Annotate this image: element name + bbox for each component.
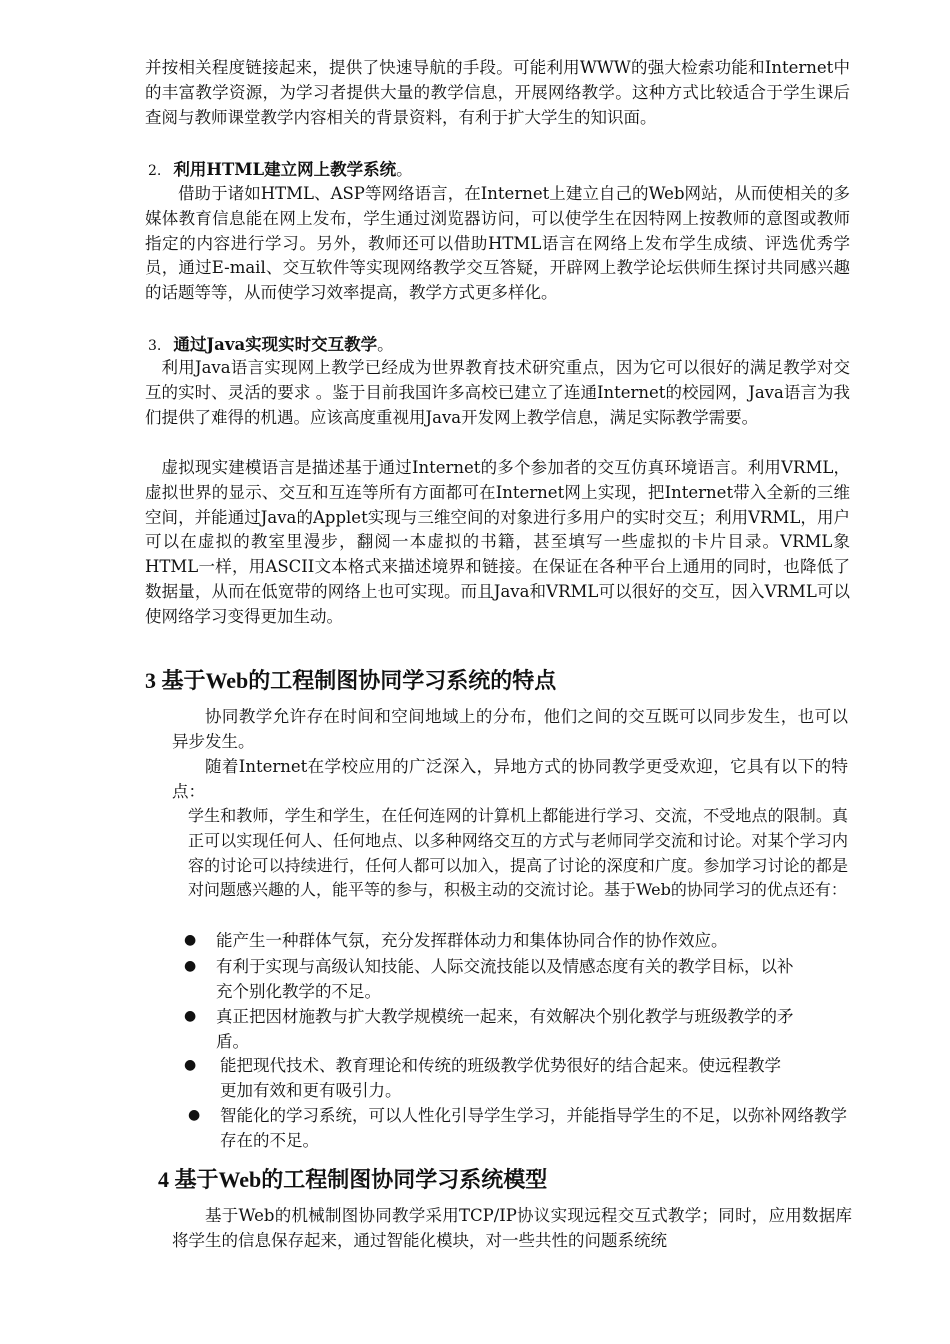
section-3-paragraph-2: 随着Internet在学校应用的广泛深入，异地方式的协同教学更受欢迎，它具有以下的特点：: [172, 757, 848, 801]
subsection-2-dot: 。: [396, 160, 413, 179]
subsection-3-label: 通过Java实现实时交互教学: [173, 335, 378, 354]
list-item-text: 智能化的学习系统，可以人性化引导学生学习，并能指导学生的不足，以弥补网络教学存在的不足。: [220, 1106, 847, 1150]
list-item-text: 能产生一种群体气氛，充分发挥群体动力和集体协同合作的协作效应。: [216, 931, 728, 950]
intro-paragraph: 并按相关程度链接起来，提供了快速导航的手段。可能利用WWW的强大检索功能和Internet中的丰富教学资源，为学习者提供大量的教学信息，开展网络教学。这种方式比较适合于学生课后查阅与教师课堂教学内容相关的背景资料，有利于扩大学生的知识面。: [145, 58, 850, 127]
vrml-paragraph: 虚拟现实建模语言是描述基于通过Internet的多个参加者的交互仿真环境语言。利用VRML，虚拟世界的显示、交互和互连等所有方面都可在Internet网上实现，把Internet带入全新的三维空间，并能通过Java的Applet实现与三维空间的对象进行多用户的实时交互；利用VRML，用户可以在虚拟的教室里漫步，翻阅一本虚拟的书籍，甚至填写一些虚拟的卡片目录。VRML象HTML一样，用ASCII文本格式来描述境界和链接。在保证在各种平台上通用的同时，也降低了数据量，从而在低宽带的网络上也可实现。而且Java和VRML可以很好的交互，因入VRML可以使网络学习变得更加生动。: [145, 458, 850, 626]
list-item: [184, 1004, 809, 1054]
bullet-icon: ●: [184, 1057, 197, 1073]
section-4-heading: 4 基于Web的工程制图协同学习系统模型: [158, 1167, 548, 1192]
bullet-icon: ●: [184, 932, 197, 948]
list-item: [184, 1053, 784, 1103]
list-item-text: 有利于实现与高级认知技能、人际交流技能以及情感态度有关的教学目标，以补充个别化教学的不足。: [216, 957, 794, 1001]
bullet-icon: ●: [188, 1107, 201, 1123]
subsection-2-number: 2.: [148, 163, 162, 179]
list-item: [188, 1103, 848, 1153]
subsection-2-label: 利用HTML建立网上教学系统: [173, 160, 397, 179]
subsection-3-dot: 。: [377, 335, 394, 354]
subsection-3-title: [148, 333, 848, 358]
list-item: [184, 928, 834, 953]
section-4-paragraph-1: 基于Web的机械制图协同教学采用TCP/IP协议实现远程交互式教学；同时，应用数据库将学生的信息保存起来，通过智能化模块，对一些共性的问题系统统: [172, 1206, 852, 1250]
section-3-heading: 3 基于Web的工程制图协同学习系统的特点: [145, 668, 557, 693]
bullet-icon: ●: [184, 958, 197, 974]
subsection-2-title: [148, 158, 848, 183]
subsection-3-number: 3.: [148, 338, 162, 354]
list-item-text: 能把现代技术、教育理论和传统的班级教学优势很好的结合起来。使远程教学更加有效和更有吸引力。: [220, 1056, 781, 1100]
bullet-icon: ●: [184, 1008, 197, 1024]
list-item: [184, 954, 809, 1004]
section-3-paragraph-3: 学生和教师，学生和学生，在任何连网的计算机上都能进行学习、交流，不受地点的限制。真正可以实现任何人、任何地点、以多种网络交互的方式与老师同学交流和讨论。对某个学习内容的讨论可以持续进行，任何人都可以加入，提高了讨论的深度和广度。参加学习讨论的都是对问题感兴趣的人，能平等的参与，积极主动的交流讨论。基于Web的协同学习的优点还有：: [188, 806, 848, 900]
section-3-paragraph-1: 协同教学允许存在时间和空间地域上的分布，他们之间的交互既可以同步发生，也可以异步发生。: [172, 707, 848, 751]
html-paragraph: 借助于诸如HTML、ASP等网络语言，在Internet上建立自己的Web网站，从而使相关的多媒体教育信息能在网上发布，学生通过浏览器访问，可以使学生在因特网上按教师的意图或教师指定的内容进行学习。另外，教师还可以借助HTML语言在网络上发布学生成绩、评选优秀学员，通过E-mail、交互软件等实现网络教学交互答疑，开辟网上教学论坛供师生探讨共同感兴趣的话题等等，从而使学习效率提高，教学方式更多样化。: [145, 184, 850, 303]
list-item-text: 真正把因材施教与扩大教学规模统一起来，有效解决个别化教学与班级教学的矛盾。: [216, 1007, 794, 1051]
java-paragraph: 利用Java语言实现网上教学已经成为世界教育技术研究重点，因为它可以很好的满足教学对交互的实时、灵活的要求 。鉴于目前我国许多高校已建立了连通Internet的校园网，Java语言为我们提供了难得的机遇。应该高度重视用Java开发网上教学信息，满足实际教学需要。: [145, 358, 850, 427]
